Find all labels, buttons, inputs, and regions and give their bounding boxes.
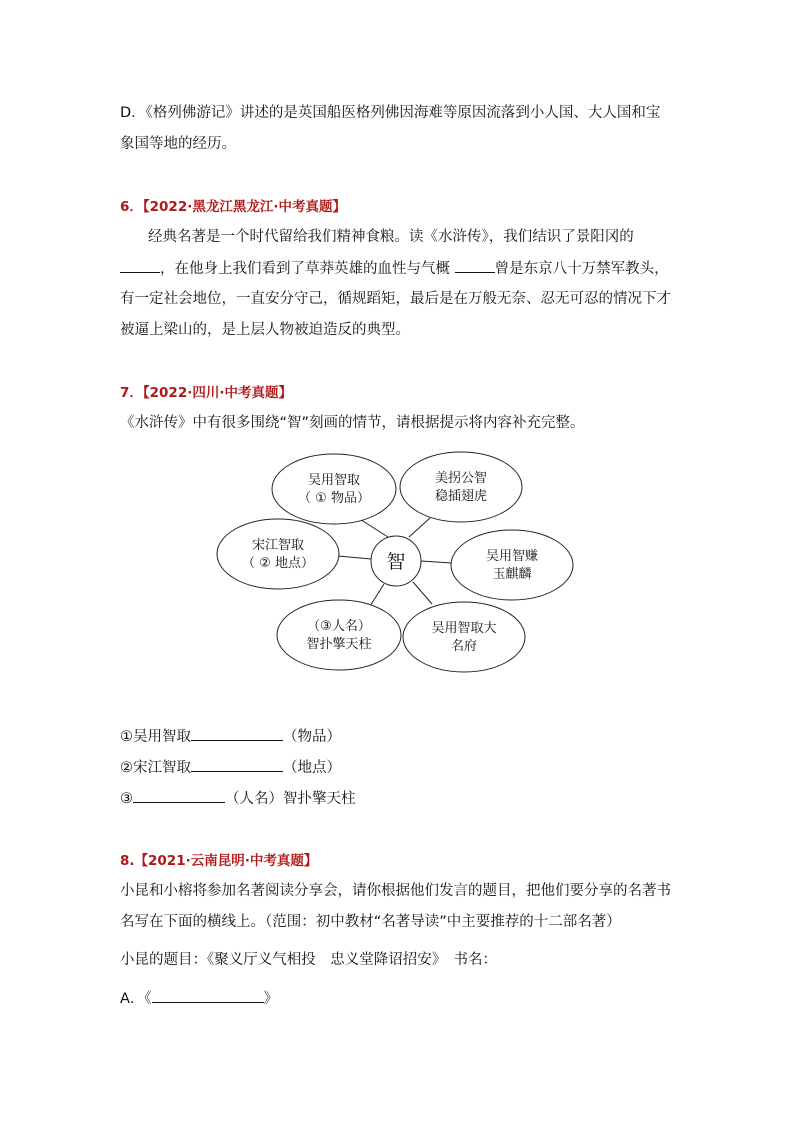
node-meisun-line1: 美拐公智 [434, 471, 488, 486]
node-wu-yong-item-line2: （ ① 物品） [298, 491, 370, 506]
node-wu-yong-item-line1: 吴用智取 [307, 473, 361, 488]
node-song-jiang-place-line1: 宋江智取 [251, 538, 305, 553]
q7-answer-3-blank[interactable] [133, 788, 225, 803]
question-7-header: 7．【2022·四川·中考真题】 [120, 385, 292, 401]
center-node-label: 智 [386, 551, 406, 573]
node-song-jiang-place-ellipse [217, 519, 339, 589]
node-wu-yong-daming-ellipse [403, 602, 525, 672]
q6-line-1: 经典名著是一个时代留给我们精神食粮。读《水浒传》，我们结识了景阳冈的 [148, 229, 634, 245]
question-8-header: 8.【2021·云南昆明·中考真题】 [120, 853, 318, 869]
q7-answer-2-prefix: ②宋江智取 [120, 760, 191, 776]
q7-answer-1-blank[interactable] [191, 726, 283, 741]
node-person-qingtianzhu-ellipse [277, 600, 401, 670]
q8-line-2: 名写在下面的横线上。（范围：初中教材“名著导读”中主要推荐的十二部名著） [120, 914, 621, 930]
q7-intro: 《水浒传》中有很多围绕“智”刻画的情节，请根据提示将内容补充完整。 [120, 415, 585, 431]
q6-line-4: 被逼上梁山的，是上层人物被迫造反的典型。 [120, 322, 410, 338]
connector-6 [413, 582, 432, 604]
q6-line-2-text-d: ， [654, 261, 669, 277]
connector-3 [338, 556, 371, 559]
q6-line-2-text-c: 曾是东京八十万禁军教头 [494, 261, 655, 277]
q7-answer-1 [120, 726, 341, 747]
q8-answer-a-blank[interactable] [152, 988, 264, 1003]
q7-answer-3 [120, 788, 356, 809]
node-wu-yong-yuqilin-line2: 玉麒麟 [492, 567, 532, 582]
node-meisun-ellipse [400, 452, 522, 522]
q7-answer-1-suffix: （物品） [283, 729, 341, 745]
option-d-line-1: D．《格列佛游记》讲述的是英国船医格列佛因海难等原因流落到小人国、大人国和宝 [120, 105, 661, 121]
q8-line-3: 小昆的题目：《聚义厅义气相投 忠义堂降诏招安》 书名： [120, 952, 497, 968]
q6-line-2-text-b: ，在他身上我们看到了草莽英雄的血性与气概 [160, 261, 450, 277]
q8-answer-a [120, 988, 278, 1009]
q7-answer-2-suffix: （地点） [283, 760, 341, 776]
node-song-jiang-place-line2: （ ② 地点） [242, 556, 314, 571]
node-wu-yong-yuqilin-line1: 吴用智赚 [485, 549, 539, 564]
q8-line-1: 小昆和小榕将参加名著阅读分享会，请你根据他们发言的题目，把他们要分享的名著书 [120, 883, 671, 899]
q7-answer-2-blank[interactable] [191, 757, 283, 772]
node-wu-yong-daming-line2: 名府 [450, 639, 478, 654]
q7-answer-3-suffix: （人名）智扑擎天柱 [225, 791, 356, 807]
node-wu-yong-yuqilin-ellipse [451, 530, 573, 600]
node-wu-yong-item-ellipse [272, 454, 396, 524]
question-6-header: 6．【2022·黑龙江黑龙江·中考真题】 [120, 199, 346, 215]
connector-2 [409, 518, 430, 537]
connector-4 [421, 561, 452, 563]
node-meisun-line2: 稳插翅虎 [434, 489, 488, 504]
q8-answer-a-prefix: A．《 [120, 991, 152, 1007]
node-wu-yong-daming-line1: 吴用智取大 [431, 621, 497, 636]
connector-5 [370, 584, 384, 606]
q7-answer-3-prefix: ③ [120, 791, 133, 807]
q8-answer-a-suffix: 》 [263, 991, 279, 1007]
q7-answer-2 [120, 757, 341, 778]
q6-line-3: 有一定社会地位，一直安分守己，循规蹈矩，最后是在万般无奈、忍无可忍的情况下才 [120, 291, 671, 307]
option-d-line-2: 象国等地的经历。 [120, 136, 236, 152]
node-person-qingtianzhu-line1: （③人名） [307, 619, 371, 634]
q7-answer-1-prefix: ①吴用智取 [120, 729, 191, 745]
node-person-qingtianzhu-line2: 智扑擎天柱 [306, 637, 372, 652]
